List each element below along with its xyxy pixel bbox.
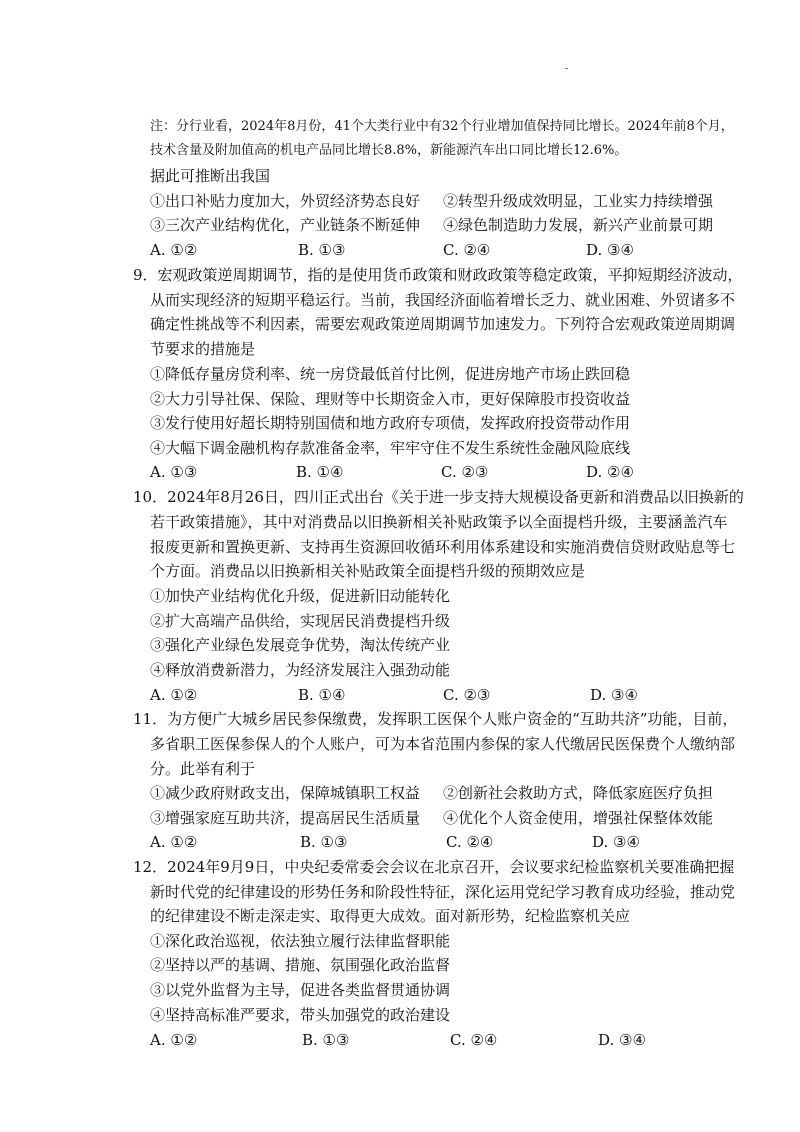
q11-line-2: 多省职工医保参保人的个人账户，可为本省范围内参保的家人代缴居民医保费个人缴纳部 (150, 735, 736, 753)
q8-options (150, 240, 634, 260)
q10-item-4: ④释放消费新潜力，为经济发展注入强劲动能 (150, 661, 451, 679)
q8-item-2: ②转型升级成效明显，工业实力持续增强 (443, 192, 714, 210)
q11-item-4: ④优化个人资金使用，增强社保整体效能 (443, 809, 714, 827)
q10-option-d[interactable]: D. ③④ (590, 686, 638, 704)
q12-item-4: ④坚持高标准严要求，带头加强党的政治建设 (150, 1006, 451, 1024)
q9-line-2: 从而实现经济的短期平稳运行。当前，我国经济面临着增长乏力、就业困难、外贸诸多不 (150, 291, 736, 309)
q12-line-2: 新时代党的纪律建设的形势任务和阶段性特征，深化运用党纪学习教育成功经验，推动党 (150, 883, 736, 901)
q10-option-b[interactable]: B. ①④ (298, 686, 346, 704)
q11-line-1: 11．为方便广大城乡居民参保缴费，发挥职工医保个人账户资金的“互助共济”功能，目前， (133, 710, 738, 728)
q11-options (150, 832, 640, 852)
q8-option-b[interactable]: B. ①③ (298, 241, 346, 259)
q9-option-b[interactable]: B. ①④ (296, 463, 344, 481)
q11-option-d[interactable]: D. ③④ (592, 833, 640, 851)
q9-item-3: ③发行使用好超长期特别国债和地方政府专项债，发挥政府投资带动作用 (150, 414, 631, 432)
q9-option-c[interactable]: C. ②③ (441, 463, 489, 481)
q9-option-d[interactable]: D. ②④ (586, 463, 634, 481)
q12-item-2: ②坚持以严的基调、措施、氛围强化政治监督 (150, 956, 451, 974)
q11-option-c[interactable]: C. ②④ (446, 833, 494, 851)
q8-option-a[interactable]: A. ①② (150, 241, 198, 259)
note-line-2: 技术含量及附加值高的机电产品同比增长8.8%，新能源汽车出口同比增长12.6%。 (150, 143, 628, 158)
q9-option-a[interactable]: A. ①③ (150, 463, 198, 481)
q12-options (150, 1030, 646, 1050)
q10-line-4: 个方面。消费品以旧换新相关补贴政策全面提档升级的预期效应是 (150, 562, 586, 580)
q12-line-3: 的纪律建设不断走深走实、取得更大成效。面对新形势，纪检监察机关应 (150, 907, 631, 925)
q9-line-1: 9．宏观政策逆周期调节，指的是使用货币政策和财政政策等稳定政策，平抑短期经济波动， (133, 266, 743, 284)
q10-line-2: 若干政策措施》，其中对消费品以旧换新相关补贴政策予以全面提档升级，主要涵盖汽车 (150, 513, 728, 531)
q12-option-c[interactable]: C. ②④ (450, 1031, 498, 1049)
q11-option-b[interactable]: B. ①③ (300, 833, 348, 851)
q11-line-3: 分。此举有利于 (150, 760, 256, 778)
q12-item-1: ①深化政治巡视，依法独立履行法律监督职能 (150, 932, 451, 950)
scan-speck (565, 68, 568, 69)
q9-item-2: ②大力引导社保、保险、理财等中长期资金入市，更好保障股市投资收益 (150, 390, 631, 408)
q10-options (150, 685, 638, 705)
q9-item-1: ①降低存量房贷利率、统一房贷最低首付比例，促进房地产市场止跌回稳 (150, 365, 631, 383)
q9-item-4: ④大幅下调金融机构存款准备金率，牢牢守住不发生系统性金融风险底线 (150, 439, 631, 457)
q12-item-3: ③以党外监督为主导，促进各类监督贯通协调 (150, 981, 451, 999)
q11-item-1: ①减少政府财政支出，保障城镇职工权益 (150, 784, 421, 802)
q8-item-4: ④绿色制造助力发展，新兴产业前景可期 (443, 216, 714, 234)
q9-options (150, 462, 634, 482)
q12-option-b[interactable]: B. ①③ (302, 1031, 350, 1049)
q11-item-2: ②创新社会救助方式，降低家庭医疗负担 (443, 784, 714, 802)
q10-option-a[interactable]: A. ①② (150, 686, 198, 704)
q10-item-1: ①加快产业结构优化升级，促进新旧动能转化 (150, 587, 451, 605)
q12-option-a[interactable]: A. ①② (150, 1031, 198, 1049)
q9-line-4: 节要求的措施是 (150, 340, 256, 358)
note-line-1: 注：分行业看，2024年8月份，41个大类行业中有32个行业增加值保持同比增长。2024年前8个月， (150, 119, 734, 134)
q10-line-1: 10．2024年8月26日，四川正式出台《关于进一步支持大规模设备更新和消费品以旧换新的 (133, 488, 744, 506)
q12-line-1: 12．2024年9月9日，中央纪委常委会会议在北京召开，会议要求纪检监察机关要准确把握 (133, 858, 735, 876)
q8-stem: 据此可推断出我国 (150, 167, 271, 185)
q8-option-d[interactable]: D. ③④ (586, 241, 634, 259)
q10-line-3: 报废更新和置换更新、支持再生资源回收循环利用体系建设和实施消费信贷财政贴息等七 (150, 538, 736, 556)
q8-item-1: ①出口补贴力度加大，外贸经济势态良好 (150, 192, 421, 210)
q8-item-3: ③三次产业结构优化，产业链条不断延伸 (150, 216, 421, 234)
q12-option-d[interactable]: D. ③④ (598, 1031, 646, 1049)
q10-option-c[interactable]: C. ②③ (443, 686, 491, 704)
q10-item-3: ③强化产业绿色发展竞争优势，淘汰传统产业 (150, 636, 451, 654)
q10-item-2: ②扩大高端产品供给，实现居民消费提档升级 (150, 612, 451, 630)
q9-line-3: 确定性挑战等不利因素，需要宏观政策逆周期调节加速发力。下列符合宏观政策逆周期调 (150, 315, 736, 333)
q11-item-3: ③增强家庭互助共济，提高居民生活质量 (150, 809, 421, 827)
q11-option-a[interactable]: A. ①② (150, 833, 198, 851)
q8-option-c[interactable]: C. ②④ (443, 241, 491, 259)
